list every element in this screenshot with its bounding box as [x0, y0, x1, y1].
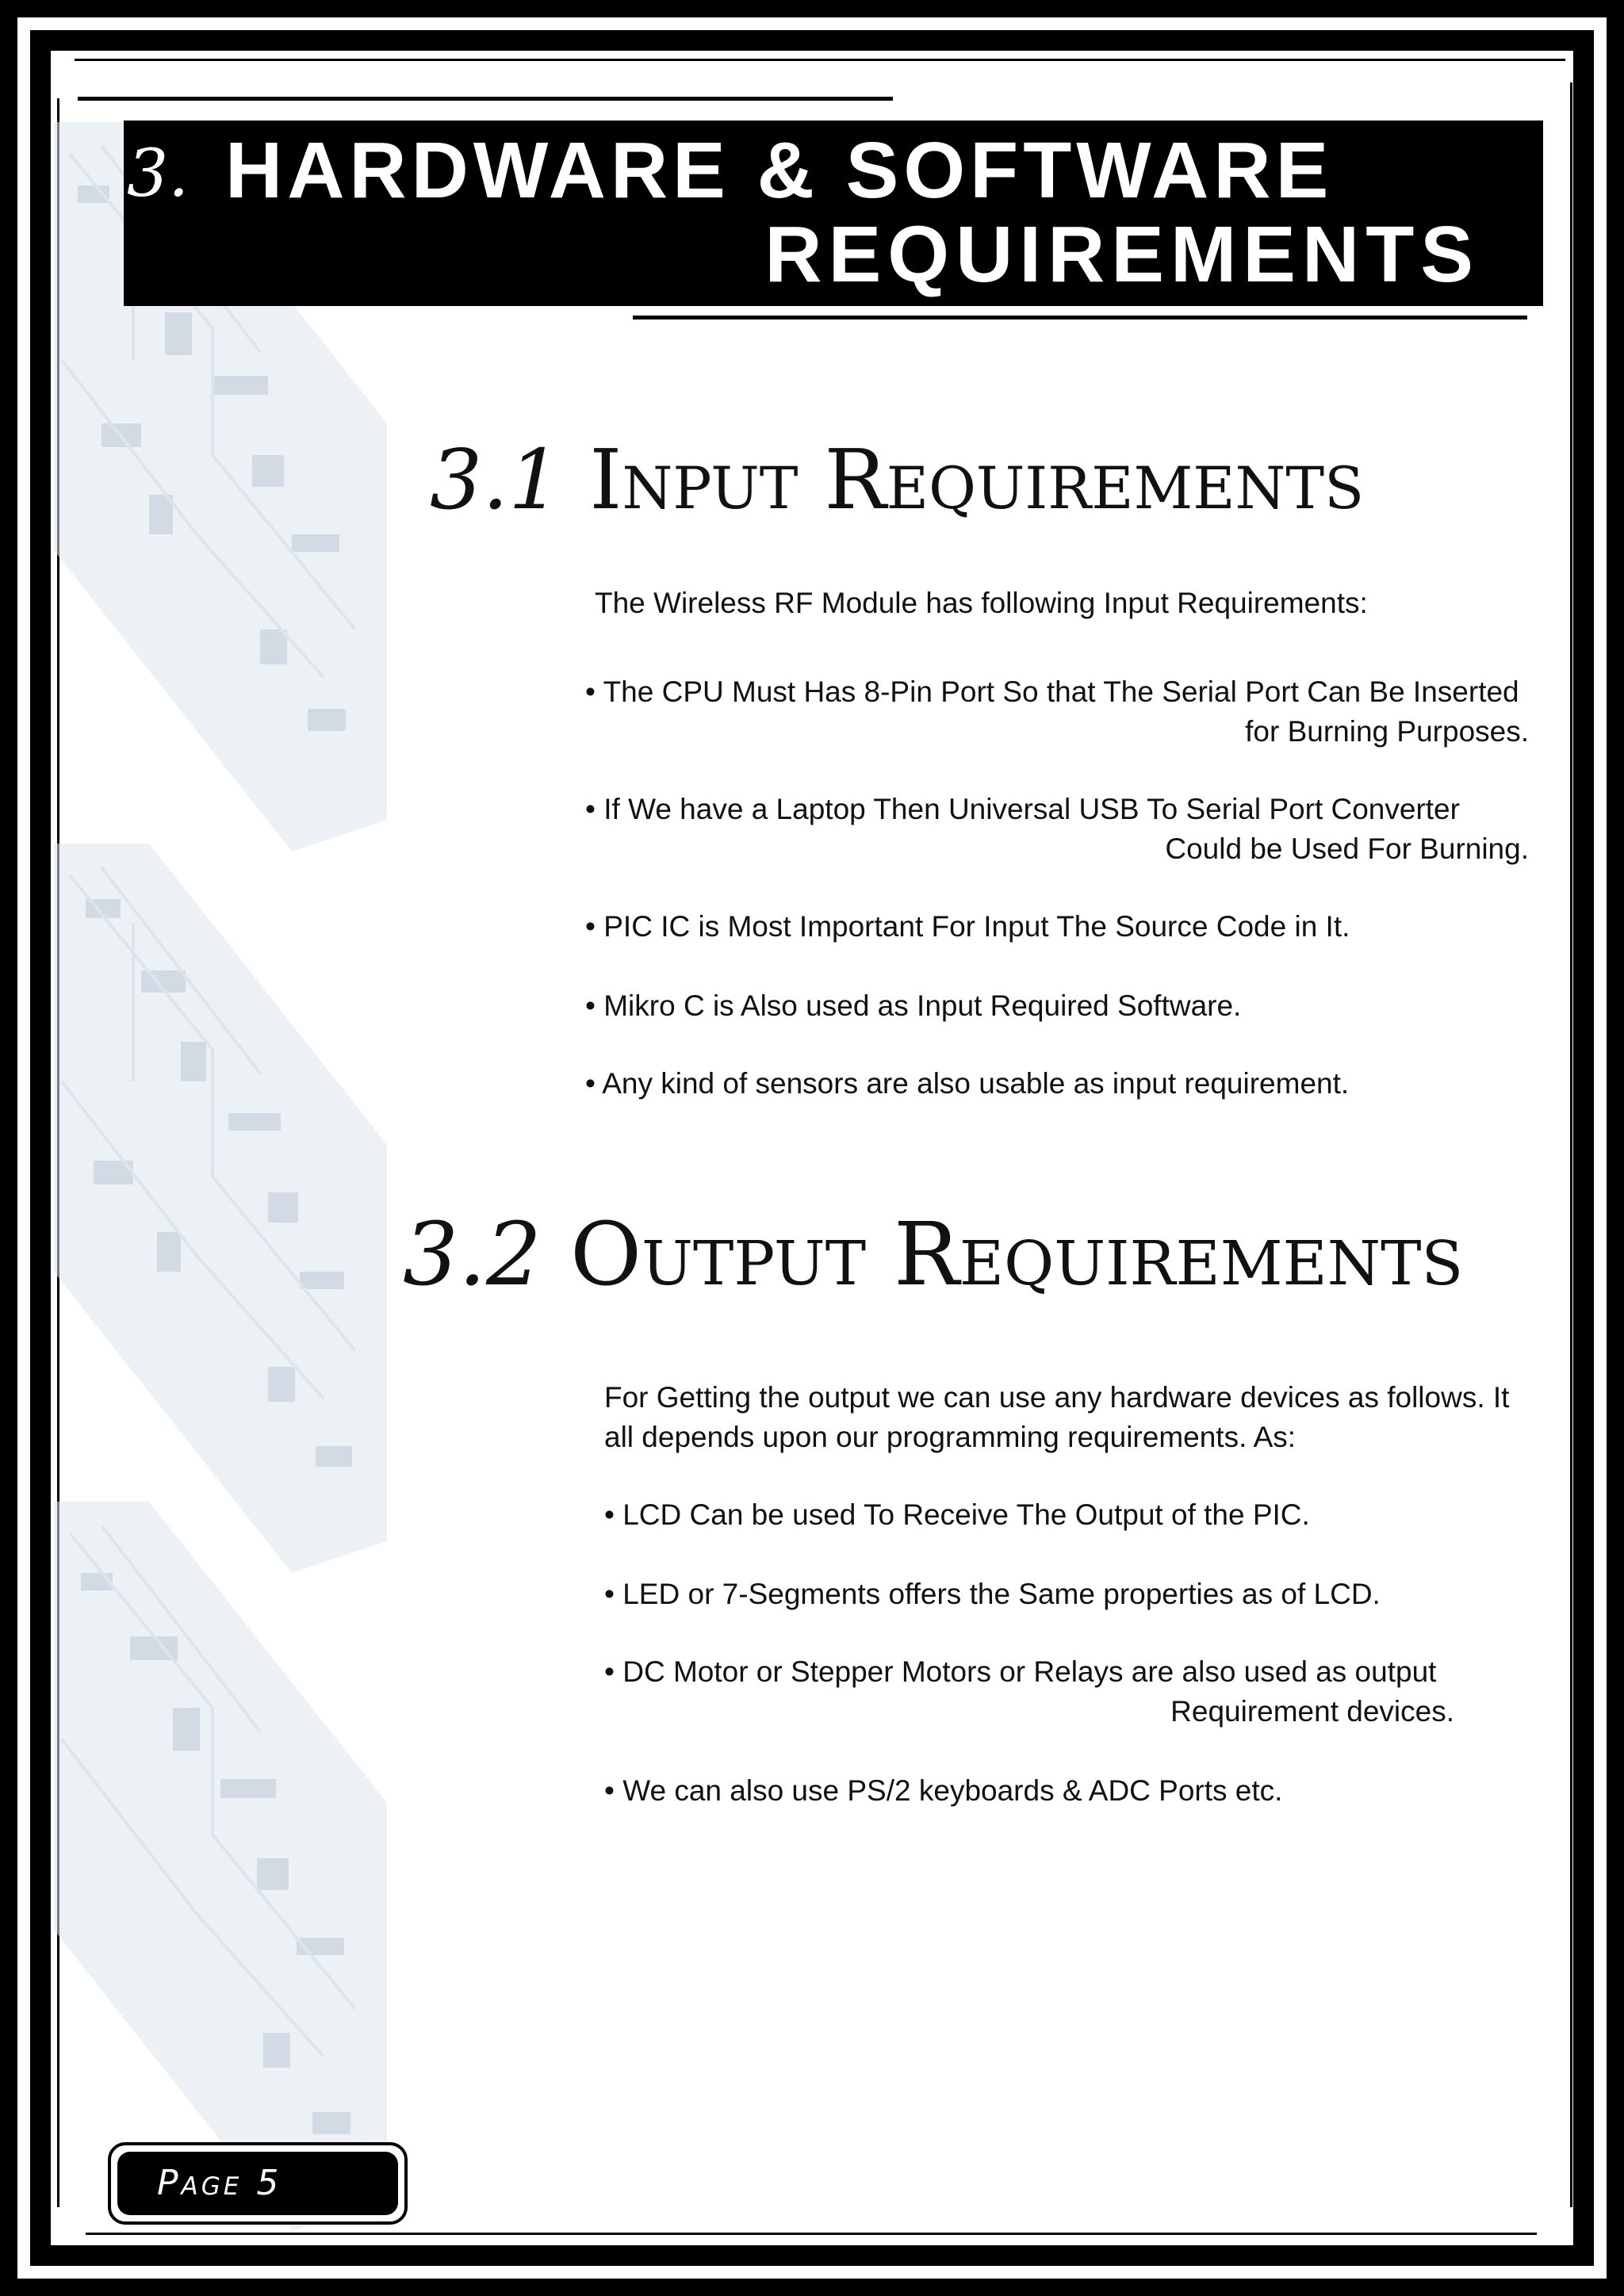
page-number-label: Page 5 — [117, 2152, 398, 2215]
circuit-board-decoration — [54, 844, 387, 1573]
section-heading-input — [430, 431, 1364, 528]
title-bottom-rule — [633, 316, 1527, 320]
chapter-title-line1: HARDWARE & SOFTWARE — [225, 126, 1334, 215]
list-item: • If We have a Laptop Then Universal USB To Serial Port Converter Could be Used For Burning. — [585, 793, 1529, 865]
section-title: Input Requirements — [589, 431, 1365, 528]
chapter-title-block — [124, 121, 1543, 306]
list-item: • LED or 7-Segments offers the Same properties as of LCD. — [604, 1578, 1381, 1610]
section-intro: The Wireless RF Module has following Input Requirements: — [595, 587, 1368, 619]
chapter-title-line2: REQUIREMENTS — [764, 210, 1480, 299]
title-top-rule — [78, 97, 893, 101]
right-rule — [1570, 82, 1572, 2207]
section-heading-output — [403, 1203, 1463, 1305]
section-number: 3.1 — [430, 431, 561, 528]
list-item: • PIC IC is Most Important For Input The Source Code in It. — [585, 910, 1350, 943]
top-rule — [75, 59, 1565, 61]
chapter-number: 3. — [127, 136, 190, 212]
bottom-rule — [86, 2233, 1537, 2235]
section-title: Output Requirements — [569, 1203, 1464, 1305]
list-item: • The CPU Must Has 8-Pin Port So that The Serial Port Can Be Inserted for Burning Purposes. — [585, 675, 1529, 748]
section-number: 3.2 — [403, 1203, 542, 1305]
list-item: • We can also use PS/2 keyboards & ADC Ports etc. — [604, 1774, 1283, 1807]
list-item: • DC Motor or Stepper Motors or Relays are also used as output Requirement devices. — [604, 1655, 1454, 1728]
list-item: • Any kind of sensors are also usable as input requirement. — [585, 1067, 1350, 1100]
circuit-board-decoration — [54, 1502, 387, 2231]
list-item: • LCD Can be used To Receive The Output of the PIC. — [604, 1498, 1310, 1531]
page-number-badge — [108, 2142, 408, 2225]
document-page — [51, 51, 1573, 2245]
section-intro: For Getting the output we can use any hardware devices as follows. It all depends upon our programming requirements. As: — [604, 1381, 1510, 1453]
list-item: • Mikro C is Also used as Input Required Software. — [585, 989, 1242, 1022]
